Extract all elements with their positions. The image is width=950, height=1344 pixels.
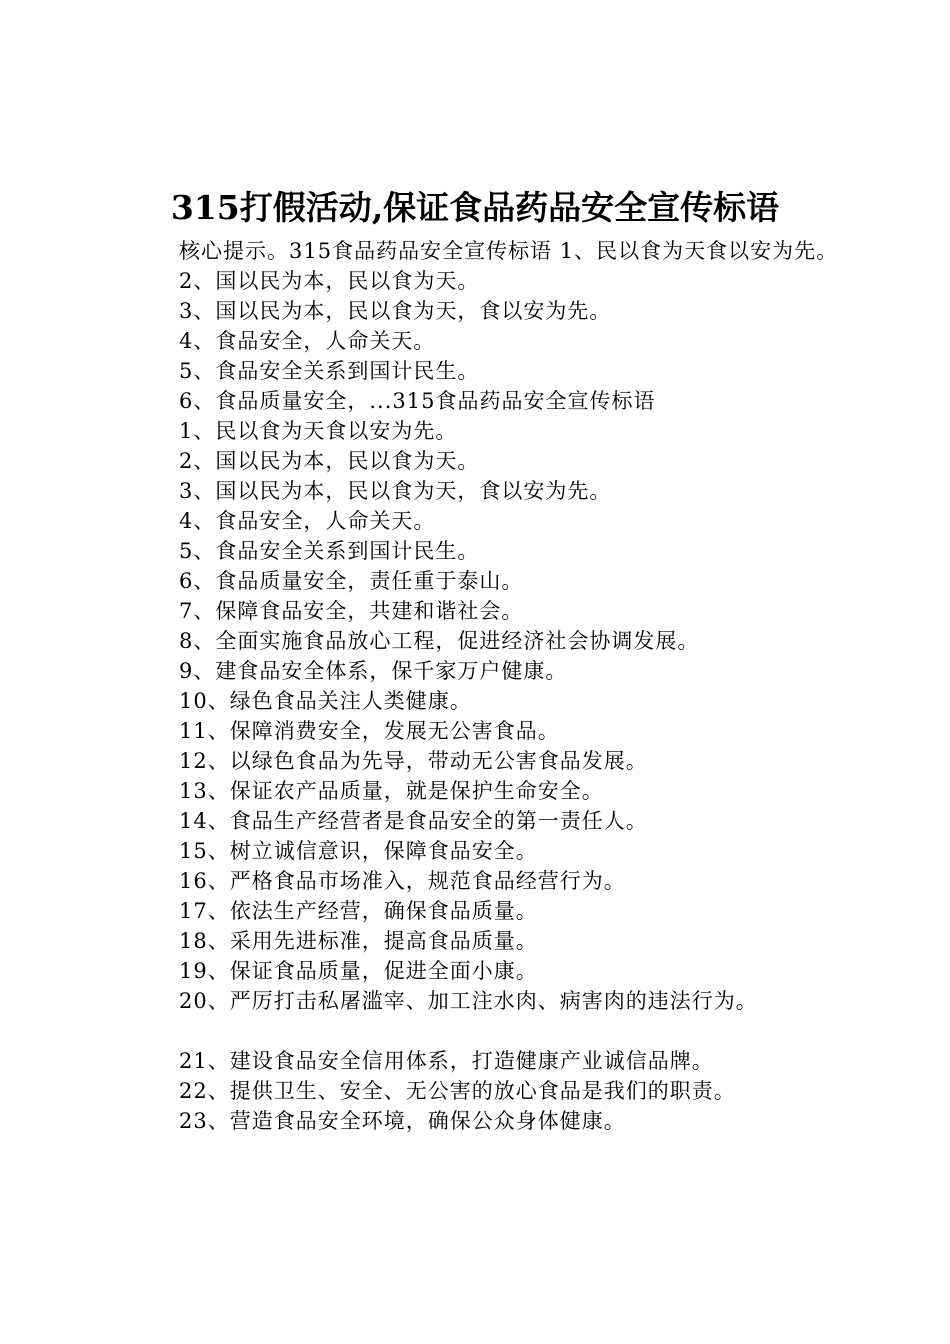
slogan-line: 6、食品质量安全，...315食品药品安全宣传标语 [179,389,656,413]
slogan-line: 4、食品安全，人命关天。 [179,329,436,353]
document-title: 315打假活动,保证食品药品安全宣传标语 [170,188,780,227]
slogan-line: 2、国以民为本，民以食为天。 [179,449,480,473]
slogan-line: 19、保证食品质量，促进全面小康。 [179,959,538,983]
slogan-line: 14、食品生产经营者是食品安全的第一责任人。 [179,809,648,833]
slogan-line: 16、严格食品市场准入，规范食品经营行为。 [179,869,626,893]
slogan-line: 7、保障食品安全，共建和谐社会。 [179,599,524,623]
slogan-line: 4、食品安全，人命关天。 [179,509,436,533]
intro-paragraph: 核心提示。315食品药品安全宣传标语 1、民以食为天食以安为先。 [179,239,839,263]
slogan-line: 22、提供卫生、安全、无公害的放心食品是我们的职责。 [179,1079,736,1103]
slogan-line: 10、绿色食品关注人类健康。 [179,689,472,713]
slogan-line: 6、食品质量安全，责任重于泰山。 [179,569,524,593]
slogan-line: 3、国以民为本，民以食为天，食以安为先。 [179,479,612,503]
slogan-line: 5、食品安全关系到国计民生。 [179,359,480,383]
slogan-line: 9、建食品安全体系，保千家万户健康。 [179,659,568,683]
slogan-line: 5、食品安全关系到国计民生。 [179,539,480,563]
slogan-line: 23、营造食品安全环境，确保公众身体健康。 [179,1109,626,1133]
slogan-line: 2、国以民为本，民以食为天。 [179,269,480,293]
slogan-line: 13、保证农产品质量，就是保护生命安全。 [179,779,604,803]
slogan-line: 18、采用先进标准，提高食品质量。 [179,929,538,953]
slogan-line: 3、国以民为本，民以食为天，食以安为先。 [179,299,612,323]
slogan-line: 20、严厉打击私屠滥宰、加工注水肉、病害肉的违法行为。 [179,989,758,1013]
slogan-line: 1、民以食为天食以安为先。 [179,419,458,443]
slogan-line: 8、全面实施食品放心工程，促进经济社会协调发展。 [179,629,700,653]
slogan-line: 21、建设食品安全信用体系，打造健康产业诚信品牌。 [179,1049,714,1073]
document-body [127,236,847,1136]
slogan-line: 15、树立诚信意识，保障食品安全。 [179,839,538,863]
slogan-line: 11、保障消费安全，发展无公害食品。 [179,719,560,743]
slogan-line: 17、依法生产经营，确保食品质量。 [179,899,538,923]
slogan-line: 12、以绿色食品为先导，带动无公害食品发展。 [179,749,648,773]
